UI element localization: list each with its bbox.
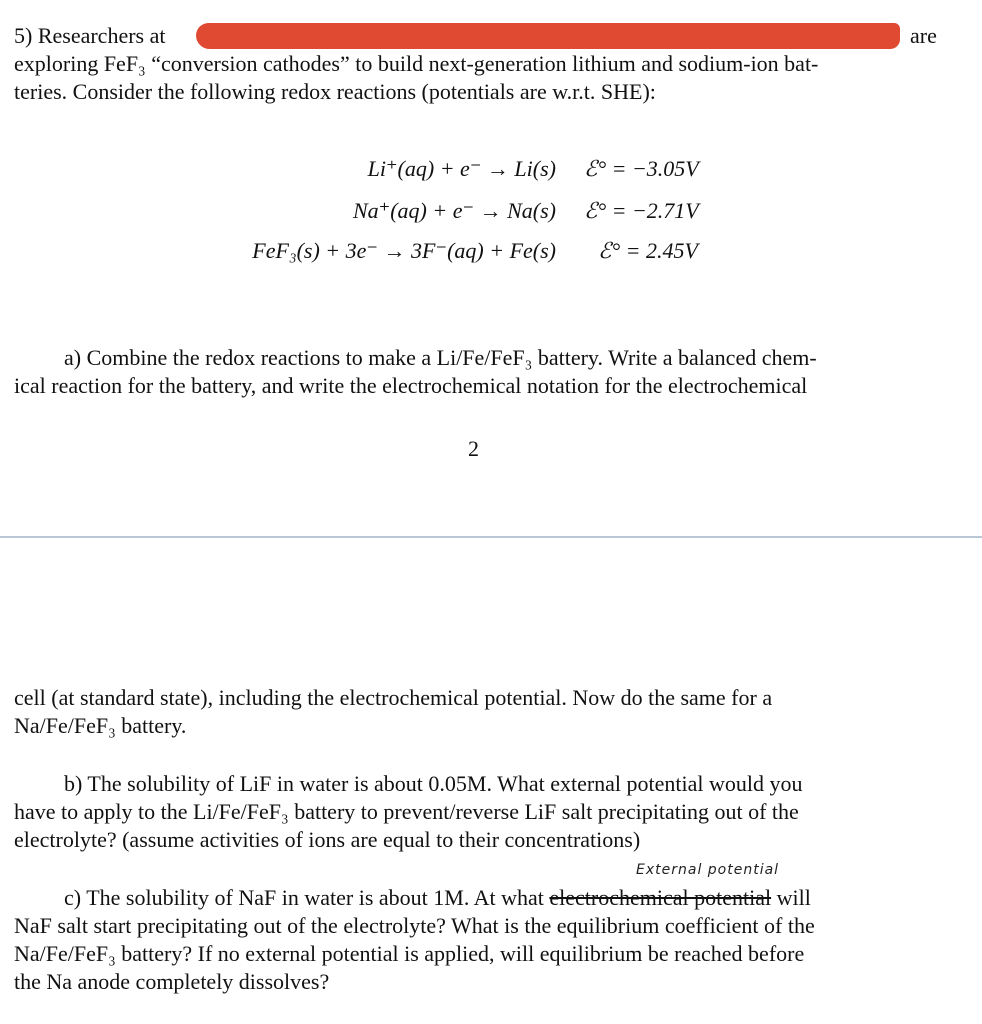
handwritten-annotation: External potential [636, 862, 780, 878]
part-a-cont-line2: Na/Fe/FeF₃ battery. [14, 713, 187, 738]
page-number: 2 [468, 436, 479, 461]
equation-na-potential: ℰ° = −2.71V [584, 198, 699, 223]
equation-na-reaction: Na⁺(aq) + e⁻ → Na(s) [352, 198, 556, 223]
page-divider [0, 536, 982, 538]
part-c-line1-start: c) The solubility of NaF in water is about 1M. At what [64, 885, 544, 910]
part-c-line3: Na/Fe/FeF₃ battery? If no external potential is applied, will equilibrium be reached before [14, 941, 805, 966]
question-intro-prefix: 5) Researchers at [14, 23, 166, 48]
equation-li-reaction: Li⁺(aq) + e⁻ → Li(s) [367, 156, 556, 181]
part-b-line3: electrolyte? (assume activities of ions are equal to their concentrations) [14, 827, 641, 852]
part-b-line2: have to apply to the Li/Fe/FeF₃ battery to prevent/reverse LiF salt precipitating out of the [14, 799, 799, 824]
part-c-line1-end: will [776, 885, 811, 910]
part-a-cont-line1: cell (at standard state), including the electrochemical potential. Now do the same for a [14, 685, 773, 710]
equation-fef3-potential: ℰ° = 2.45V [598, 238, 698, 263]
part-c-line4: the Na anode completely dissolves? [14, 969, 330, 994]
equation-fef3-reaction: FeF₃(s) + 3e⁻ → 3F⁻(aq) + Fe(s) [252, 238, 556, 263]
redaction-mark [196, 23, 900, 49]
part-c-line2: NaF salt start precipitating out of the electrolyte? What is the equilibrium coefficient of the [14, 913, 815, 938]
part-c-line1 [64, 884, 811, 912]
question-intro-line3: teries. Consider the following redox reactions (potentials are w.r.t. SHE): [14, 79, 656, 104]
part-b-line1: b) The solubility of LiF in water is about 0.05M. What external potential would you [64, 771, 803, 796]
question-intro-suffix: are [910, 23, 937, 48]
part-a-line1: a) Combine the redox reactions to make a Li/Fe/FeF₃ battery. Write a balanced chem- [64, 345, 817, 370]
struck-text: electrochemical potential [549, 885, 772, 910]
part-a-line2: ical reaction for the battery, and write the electrochemical notation for the electrochemical [14, 373, 808, 398]
equation-li-potential: ℰ° = −3.05V [584, 156, 699, 181]
question-intro-line2: exploring FeF₃ “conversion cathodes” to build next-generation lithium and sodium-ion bat- [14, 51, 819, 76]
